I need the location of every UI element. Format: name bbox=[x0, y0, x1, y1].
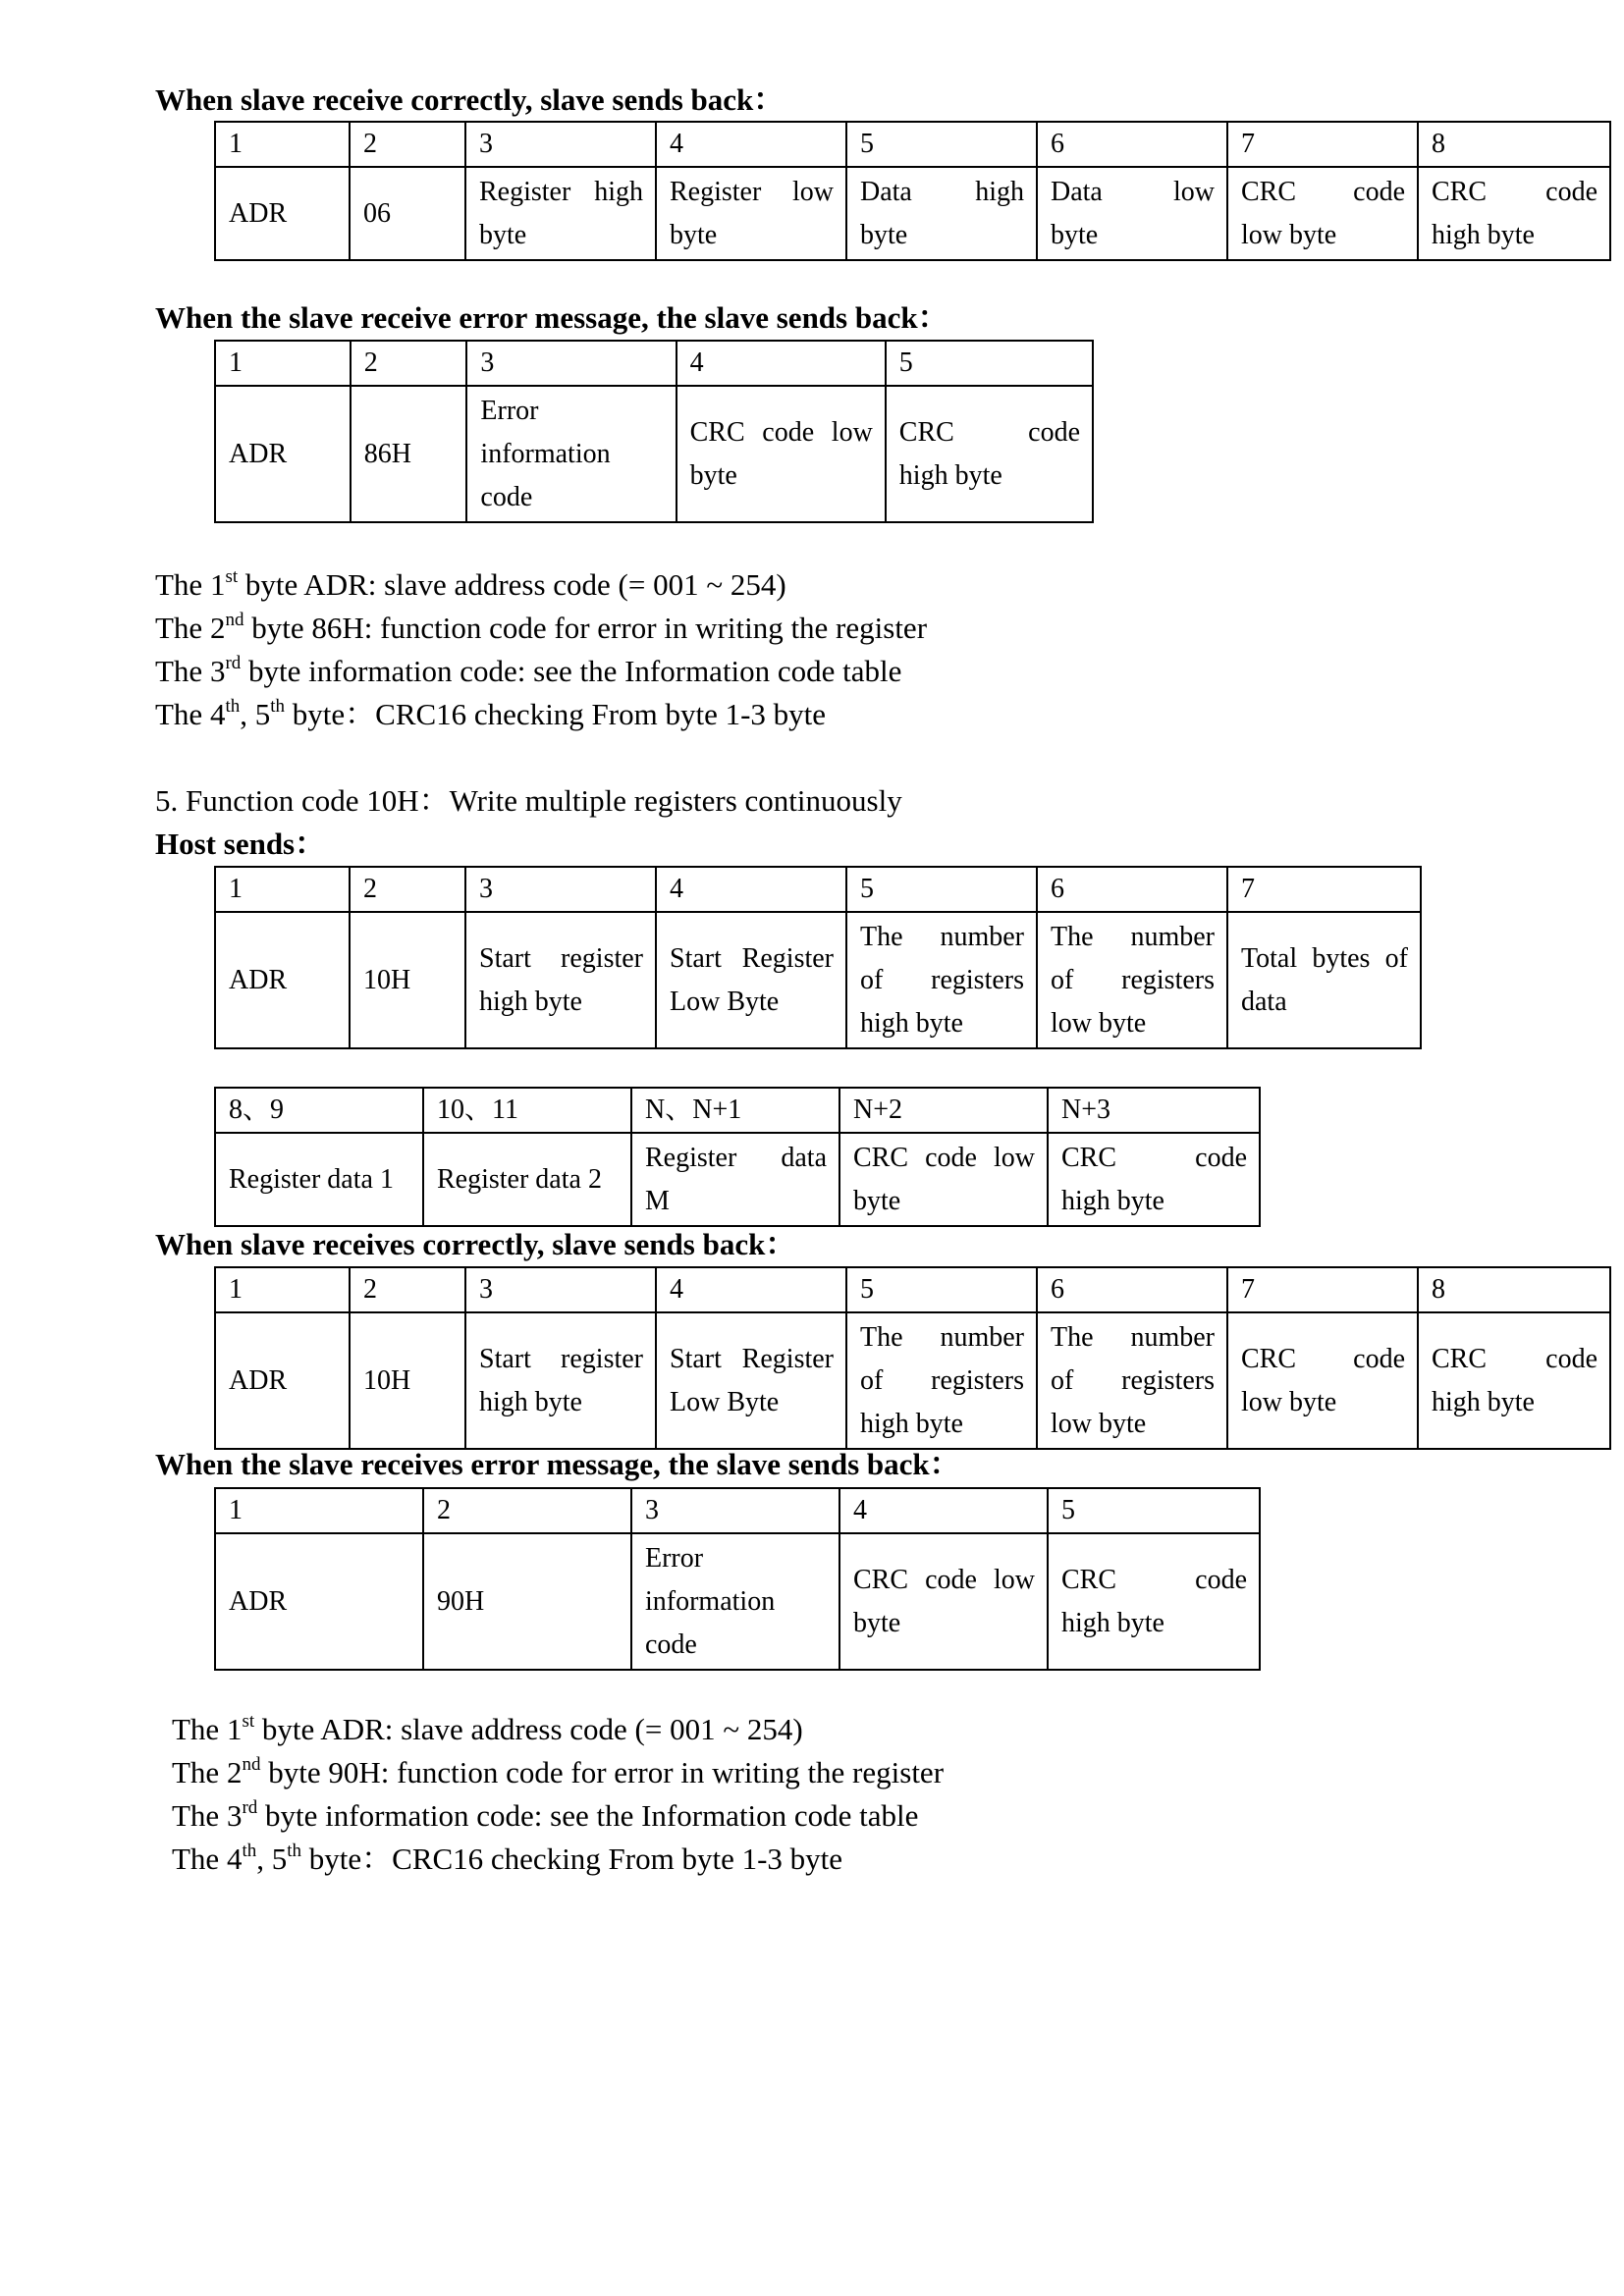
header-cell: 6 bbox=[1037, 867, 1227, 912]
header-cell: 8 bbox=[1418, 1267, 1610, 1312]
cell-text: Register data 2 bbox=[437, 1164, 602, 1195]
cell-text: ADR bbox=[229, 439, 288, 469]
table-cell bbox=[215, 167, 350, 260]
cell-text: high byte bbox=[1432, 220, 1535, 250]
header-cell: 2 bbox=[351, 341, 467, 386]
section-heading: When slave receive correctly, slave sends back： bbox=[155, 82, 785, 117]
cell-text: of registers bbox=[1051, 1365, 1215, 1396]
cell-text: M bbox=[645, 1186, 670, 1216]
cell-text: Register high bbox=[479, 177, 643, 207]
cell-text: Data low bbox=[1051, 177, 1215, 207]
ordinal-suffix: th bbox=[270, 696, 286, 717]
ordinal-suffix: nd bbox=[242, 1754, 261, 1775]
header-cell: 8 bbox=[1418, 122, 1610, 167]
header-cell: 2 bbox=[350, 867, 465, 912]
cell-text: high byte bbox=[860, 1409, 963, 1439]
cell-text: CRC code low bbox=[689, 417, 873, 448]
table-cell bbox=[423, 1533, 631, 1670]
table-cell bbox=[839, 1133, 1048, 1226]
note-line bbox=[172, 1712, 803, 1752]
header-cell: 3 bbox=[465, 122, 656, 167]
note-text: , 5 bbox=[256, 1842, 288, 1876]
cell-text: ADR bbox=[229, 198, 288, 229]
cell-text: CRC code bbox=[1061, 1565, 1247, 1595]
table-header-row bbox=[215, 122, 1610, 167]
cell-text: Start Register bbox=[670, 943, 834, 974]
table-cell bbox=[215, 1133, 423, 1226]
cell-text: high byte bbox=[860, 1008, 963, 1039]
table-cell bbox=[465, 167, 656, 260]
table-cell bbox=[215, 1533, 423, 1670]
cell-text: data bbox=[1241, 987, 1287, 1017]
cell-text: Low Byte bbox=[670, 987, 780, 1017]
note-line bbox=[172, 1842, 842, 1882]
table-header-row bbox=[215, 867, 1421, 912]
header-cell: 6 bbox=[1037, 1267, 1227, 1312]
table-cell bbox=[1418, 167, 1610, 260]
table-cell bbox=[465, 1312, 656, 1449]
cell-text: ADR bbox=[229, 1586, 288, 1617]
ordinal-suffix: st bbox=[225, 566, 239, 587]
cell-text: of registers bbox=[1051, 965, 1215, 995]
cell-text: low byte bbox=[1051, 1008, 1147, 1039]
note-line bbox=[155, 567, 786, 608]
cell-text: Register data 1 bbox=[229, 1164, 394, 1195]
slave-err-table bbox=[214, 1487, 1261, 1671]
header-cell: 3 bbox=[465, 867, 656, 912]
ordinal-suffix: rd bbox=[225, 653, 242, 673]
table-cell bbox=[350, 1312, 465, 1449]
table-header-row bbox=[215, 1488, 1260, 1533]
cell-text: low byte bbox=[1241, 220, 1337, 250]
table-cell bbox=[465, 912, 656, 1048]
table-row bbox=[215, 1312, 1610, 1449]
table-cell bbox=[846, 912, 1037, 1048]
cell-text: byte bbox=[860, 220, 908, 250]
header-cell: 5 bbox=[846, 1267, 1037, 1312]
cell-text: CRC code low bbox=[853, 1143, 1035, 1173]
cell-text: CRC code low bbox=[853, 1565, 1035, 1595]
note-text: The 3 bbox=[155, 654, 226, 688]
header-cell: 4 bbox=[656, 867, 846, 912]
cell-text: information bbox=[480, 439, 611, 469]
note-text: byte ADR: slave address code (= 001 ~ 254) bbox=[238, 567, 786, 602]
table-cell bbox=[839, 1533, 1048, 1670]
header-cell: N、N+1 bbox=[631, 1088, 839, 1133]
header-cell: 1 bbox=[215, 1267, 350, 1312]
note-line bbox=[155, 697, 826, 737]
cell-text: high byte bbox=[1061, 1608, 1164, 1638]
cell-text: 10H bbox=[363, 965, 411, 995]
cell-text: CRC code bbox=[1061, 1143, 1247, 1173]
slave-ok-heading: When slave receives correctly, slave sends back： bbox=[155, 1227, 796, 1261]
cell-text: The number bbox=[1051, 1322, 1215, 1353]
note-text: byte 90H: function code for error in writing the register bbox=[260, 1755, 945, 1789]
header-cell: 6 bbox=[1037, 122, 1227, 167]
cell-text: byte bbox=[479, 220, 527, 250]
cell-text: byte bbox=[670, 220, 718, 250]
header-cell: 7 bbox=[1227, 867, 1421, 912]
cell-text: byte bbox=[853, 1608, 901, 1638]
cell-text: of registers bbox=[860, 1365, 1024, 1396]
cell-text: code bbox=[480, 482, 533, 512]
note-line bbox=[155, 611, 927, 651]
host-heading: Host sends： bbox=[155, 827, 326, 861]
cell-text: Start Register bbox=[670, 1344, 834, 1374]
cell-text: Error bbox=[645, 1543, 704, 1574]
ordinal-suffix: th bbox=[242, 1841, 257, 1861]
header-cell: 3 bbox=[631, 1488, 839, 1533]
header-cell: 1 bbox=[215, 122, 350, 167]
cell-text: CRC code bbox=[1432, 177, 1597, 207]
note-text: byte ADR: slave address code (= 001 ~ 254) bbox=[254, 1712, 803, 1746]
header-cell: 2 bbox=[423, 1488, 631, 1533]
table-row bbox=[215, 167, 1610, 260]
table-cell bbox=[1037, 912, 1227, 1048]
cell-text: ADR bbox=[229, 965, 288, 995]
header-cell: 3 bbox=[466, 341, 676, 386]
table-header-row bbox=[215, 1088, 1260, 1133]
table-cell bbox=[1037, 167, 1227, 260]
header-cell: 5 bbox=[1048, 1488, 1260, 1533]
host-table-1 bbox=[214, 866, 1422, 1049]
error-response-table bbox=[214, 340, 1094, 523]
table-cell bbox=[215, 386, 351, 522]
note-line bbox=[155, 654, 901, 694]
header-cell: 8、9 bbox=[215, 1088, 423, 1133]
note-text: byte information code: see the Information code table bbox=[241, 654, 902, 688]
header-cell: 4 bbox=[656, 122, 846, 167]
table-cell bbox=[656, 1312, 846, 1449]
slave-err-heading: When the slave receives error message, the slave sends back： bbox=[155, 1447, 960, 1481]
cell-text: CRC code bbox=[1241, 177, 1405, 207]
table-cell bbox=[1227, 1312, 1418, 1449]
ordinal-suffix: st bbox=[242, 1711, 255, 1732]
header-cell: 7 bbox=[1227, 1267, 1418, 1312]
note-text: byte 86H: function code for error in writing the register bbox=[244, 611, 928, 645]
header-cell: 4 bbox=[839, 1488, 1048, 1533]
note-text: The 3 bbox=[172, 1798, 243, 1833]
table-cell bbox=[351, 386, 467, 522]
ordinal-suffix: th bbox=[225, 696, 241, 717]
header-cell: 5 bbox=[846, 867, 1037, 912]
cell-text: low byte bbox=[1051, 1409, 1147, 1439]
cell-text: CRC code bbox=[898, 417, 1080, 448]
header-cell: 7 bbox=[1227, 122, 1418, 167]
cell-text: information bbox=[645, 1586, 776, 1617]
header-cell: N+2 bbox=[839, 1088, 1048, 1133]
cell-text: code bbox=[645, 1629, 697, 1660]
table-cell bbox=[1048, 1533, 1260, 1670]
table-cell bbox=[466, 386, 676, 522]
header-cell: 2 bbox=[350, 122, 465, 167]
cell-text: 06 bbox=[363, 198, 391, 229]
header-cell: 1 bbox=[215, 867, 350, 912]
cell-text: The number bbox=[860, 1322, 1024, 1353]
cell-text: low byte bbox=[1241, 1387, 1337, 1417]
cell-text: 10H bbox=[363, 1365, 411, 1396]
note-text: byte：CRC16 checking From byte 1-3 byte bbox=[301, 1842, 843, 1876]
ordinal-suffix: rd bbox=[242, 1797, 258, 1818]
cell-text: Data high bbox=[860, 177, 1024, 207]
section-heading: When the slave receive error message, the slave sends back： bbox=[155, 300, 948, 335]
table-cell bbox=[1227, 167, 1418, 260]
note-line bbox=[172, 1755, 944, 1795]
table-cell bbox=[215, 1312, 350, 1449]
header-cell: 10、11 bbox=[423, 1088, 631, 1133]
note-text: , 5 bbox=[240, 697, 271, 731]
table-cell bbox=[656, 167, 846, 260]
cell-text: Register low bbox=[670, 177, 834, 207]
cell-text: Error bbox=[480, 396, 539, 426]
header-cell: 5 bbox=[886, 341, 1093, 386]
cell-text: Total bytes of bbox=[1241, 943, 1408, 974]
header-cell: 2 bbox=[350, 1267, 465, 1312]
table-cell bbox=[350, 167, 465, 260]
cell-text: byte bbox=[1051, 220, 1099, 250]
slave-ok-table bbox=[214, 1266, 1611, 1450]
table-row bbox=[215, 912, 1421, 1048]
header-cell: 4 bbox=[677, 341, 886, 386]
header-cell: 5 bbox=[846, 122, 1037, 167]
header-cell: 4 bbox=[656, 1267, 846, 1312]
cell-text: high byte bbox=[479, 1387, 582, 1417]
cell-text: of registers bbox=[860, 965, 1024, 995]
cell-text: byte bbox=[853, 1186, 901, 1216]
table-row bbox=[215, 1533, 1260, 1670]
ordinal-suffix: nd bbox=[225, 610, 244, 630]
host-table-2 bbox=[214, 1087, 1261, 1227]
cell-text: byte bbox=[689, 460, 737, 491]
table-cell bbox=[1418, 1312, 1610, 1449]
table-cell bbox=[631, 1533, 839, 1670]
table-cell bbox=[886, 386, 1093, 522]
header-cell: N+3 bbox=[1048, 1088, 1260, 1133]
note-text: The 1 bbox=[155, 567, 226, 602]
cell-text: 90H bbox=[437, 1586, 485, 1617]
header-cell: 1 bbox=[215, 1488, 423, 1533]
note-line bbox=[172, 1798, 918, 1839]
cell-text: CRC code bbox=[1241, 1344, 1405, 1374]
table-cell bbox=[215, 912, 350, 1048]
table-cell bbox=[656, 912, 846, 1048]
ordinal-suffix: th bbox=[287, 1841, 302, 1861]
header-cell: 3 bbox=[465, 1267, 656, 1312]
table-cell bbox=[350, 912, 465, 1048]
note-text: The 2 bbox=[172, 1755, 243, 1789]
cell-text: high byte bbox=[479, 987, 582, 1017]
table-cell bbox=[631, 1133, 839, 1226]
note-text: The 4 bbox=[172, 1842, 243, 1876]
table-cell bbox=[846, 1312, 1037, 1449]
table-header-row bbox=[215, 341, 1093, 386]
note-text: The 2 bbox=[155, 611, 226, 645]
function-title: 5. Function code 10H：Write multiple registers continuously bbox=[155, 783, 902, 818]
cell-text: high byte bbox=[1432, 1387, 1535, 1417]
response-table bbox=[214, 121, 1611, 261]
note-text: The 1 bbox=[172, 1712, 243, 1746]
cell-text: The number bbox=[860, 922, 1024, 952]
table-row bbox=[215, 386, 1093, 522]
cell-text: CRC code bbox=[1432, 1344, 1597, 1374]
cell-text: Low Byte bbox=[670, 1387, 780, 1417]
cell-text: The number bbox=[1051, 922, 1215, 952]
table-cell bbox=[423, 1133, 631, 1226]
cell-text: 86H bbox=[363, 439, 411, 469]
cell-text: Start register bbox=[479, 1344, 643, 1374]
table-cell bbox=[1227, 912, 1421, 1048]
header-cell: 1 bbox=[215, 341, 351, 386]
table-cell bbox=[677, 386, 886, 522]
table-cell bbox=[1048, 1133, 1260, 1226]
table-cell bbox=[846, 167, 1037, 260]
note-text: byte information code: see the Information code table bbox=[257, 1798, 919, 1833]
cell-text: high byte bbox=[1061, 1186, 1164, 1216]
cell-text: Register data bbox=[645, 1143, 827, 1173]
cell-text: Start register bbox=[479, 943, 643, 974]
cell-text: high byte bbox=[898, 460, 1002, 491]
table-row bbox=[215, 1133, 1260, 1226]
cell-text: ADR bbox=[229, 1365, 288, 1396]
table-header-row bbox=[215, 1267, 1610, 1312]
note-text: byte：CRC16 checking From byte 1-3 byte bbox=[285, 697, 827, 731]
note-text: The 4 bbox=[155, 697, 226, 731]
table-cell bbox=[1037, 1312, 1227, 1449]
